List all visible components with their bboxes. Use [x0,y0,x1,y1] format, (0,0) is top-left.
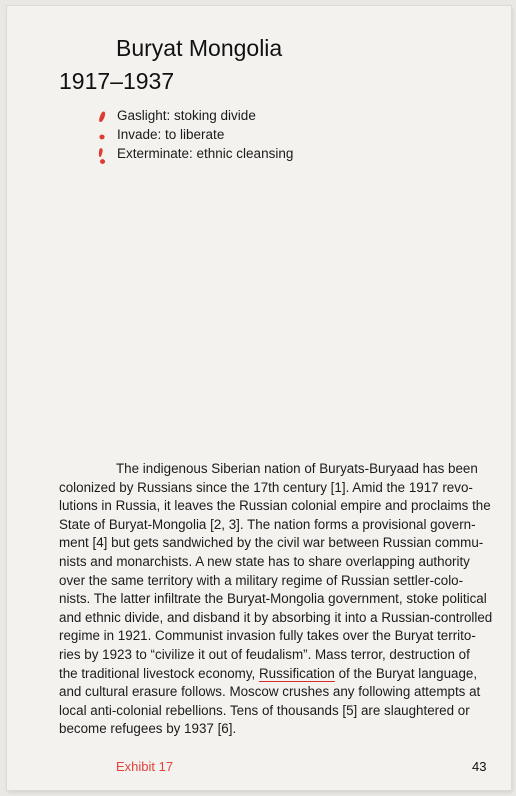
legend-item-invade [95,126,293,145]
red-drip-mark-icon [95,147,109,167]
exhibit-label: Exhibit 17 [116,759,174,774]
text-line: ries by 1923 to “civilize it out of feudalism”. Mass terror, destruction of [59,646,470,662]
text-line: State of Buryat-Mongolia [2, 3]. The nation forms a provisional govern- [59,516,476,532]
legend-label: Invade: to liberate [117,126,225,142]
red-dot-mark-icon [95,128,109,144]
underlined-term: Russification [258,665,335,681]
text-line: nists. The latter infiltrate the Buryat-Mongolia government, stoke political [59,591,487,607]
legend-item-gaslight [95,107,293,126]
legend-list [95,107,293,163]
legend-label: Exterminate: ethnic cleansing [117,145,294,161]
text-segment: the traditional livestock economy, [59,665,259,681]
text-line: lutions in Russia, it leaves the Russian colonial empire and proclaims the [59,498,491,514]
red-brush-mark-icon [95,109,109,125]
text-line: The indigenous Siberian nation of Buryats-Buryaad has been [116,461,478,476]
page-number: 43 [472,759,487,774]
text-line: ment [4] but gets sandwiched by the civil war between Russian commu- [59,535,484,551]
text-line [59,665,492,684]
text-line: nists and monarchists. A new state has to share overlapping authority [59,553,470,569]
text-line: colonized by Russians since the 17th century [1]. Amid the 1917 revo- [59,479,473,495]
text-segment: of the Buryat language, [334,665,478,681]
text-line: local anti-colonial rebellions. Tens of thousands [5] are slaughtered or [59,702,470,718]
body-paragraph [59,460,492,739]
text-line: become refugees by 1937 [6]. [59,721,237,737]
legend-label: Gaslight: stoking divide [117,108,256,123]
page-title: Buryat Mongolia [116,35,283,61]
text-line: over the same territory with a military regime of Russian settler-colo- [59,572,464,588]
text-line: regime in 1921. Communist invasion fully takes over the Buryat territo- [59,628,476,644]
text-line: and cultural erasure follows. Moscow crushes any following attempts at [59,684,481,700]
date-range: 1917–1937 [59,68,175,94]
legend-item-exterminate [95,145,293,164]
book-page [7,6,511,790]
text-line: and ethnic divide, and disband it by absorbing it into a Russian-controlled [59,609,493,625]
